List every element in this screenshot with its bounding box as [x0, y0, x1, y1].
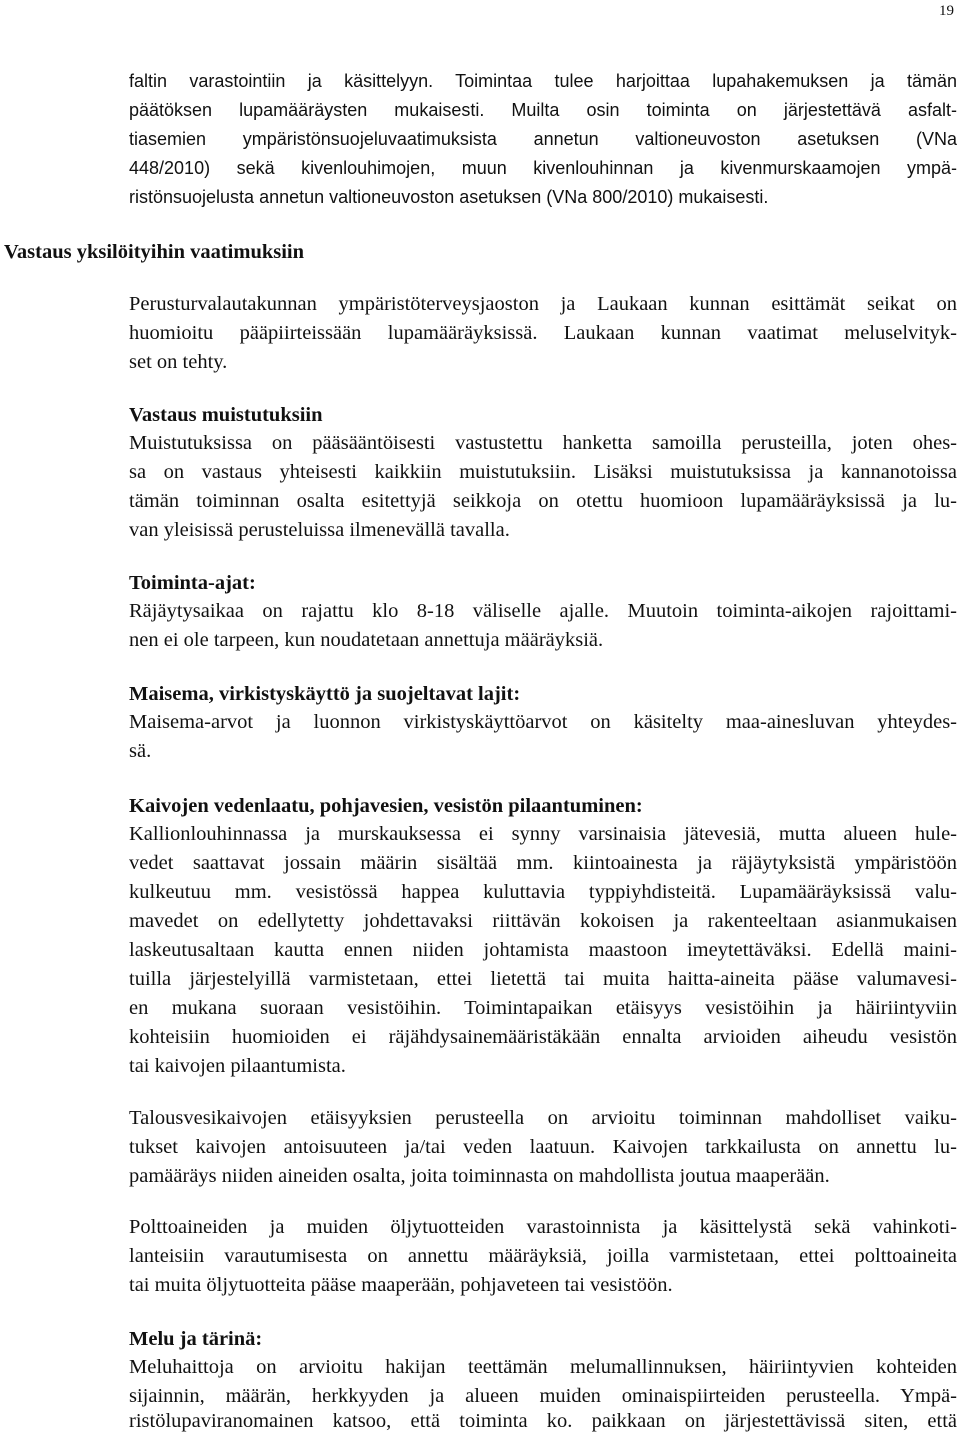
text-line: sä.	[129, 740, 152, 762]
text-line: sa on vastaus yhteisesti kaikkiin muistutuksiin. Lisäksi muistutuksissa ja kannanotoissa	[129, 461, 957, 483]
text-line: van yleisissä perusteluissa ilmenevällä tavalla.	[129, 519, 510, 541]
text-line: Muistutuksissa on pääsääntöisesti vastustettu hanketta samoilla perusteilla, joten ohes-	[129, 432, 957, 454]
text-line: tiasemien ympäristönsuojeluvaatimuksista annetun valtioneuvoston asetuksen (VNa	[129, 129, 957, 149]
text-line: mavedet on edellytetty johdettavaksi riittävän kokoisen ja rakenteeltaan asianmukaisen	[129, 910, 957, 932]
text-line: nen ei ole tarpeen, kun noudatetaan annettuja määräyksiä.	[129, 629, 604, 651]
text-line: sijainnin, määrän, herkkyyden ja alueen muiden ominaispiirteiden perusteella. Ympä-	[129, 1385, 957, 1407]
text-line: Perusturvalautakunnan ympäristöterveysjaoston ja Laukaan kunnan esittämät seikat on	[129, 293, 957, 315]
page-number: 19	[939, 3, 954, 19]
text-line: laskeutusaltaan kautta ennen niiden johtamista maastoon imeytettäväksi. Edellä maini-	[129, 939, 957, 961]
text-line: lanteisiin varautumisesta on annettu määräyksiä, joilla varmistetaan, ettei polttoaineita	[129, 1245, 957, 1267]
text-line: tuilla järjestelyillä varmistetaan, ettei lietettä tai muita haitta-aineita pääse valumavesi-	[129, 968, 957, 990]
text-line: kohteisiin huomioiden ei räjähdysainemääristäkään ennalta arvioiden aiheudu vesistön	[129, 1026, 957, 1048]
text-line: ristönsuojelusta annetun valtioneuvoston asetuksen (VNa 800/2010) mukaisesti.	[129, 187, 769, 207]
section-heading: Melu ja tärinä:	[129, 1328, 263, 1350]
text-line: kulkeutuu mm. vesistössä happea kuluttavia typpiyhdisteitä. Lupamääräyksissä valu-	[129, 881, 957, 903]
section-heading: Vastaus muistutuksiin	[129, 404, 323, 426]
text-line: 448/2010) sekä kivenlouhimojen, muun kivenlouhinnan ja kivenmurskaamojen ympä-	[129, 158, 957, 178]
text-line: Talousvesikaivojen etäisyyksien perusteella on arvioitu toiminnan mahdolliset vaiku-	[129, 1107, 957, 1129]
text-line: päätöksen lupamääräysten mukaisesti. Muilta osin toiminta on järjestettävä asfalt-	[129, 100, 957, 120]
text-line: tai kaivojen pilaantumista.	[129, 1055, 346, 1077]
text-line: Polttoaineiden ja muiden öljytuotteiden varastoinnista ja käsittelystä sekä vahinkoti-	[129, 1216, 957, 1238]
text-line: huomioitu pääpiirteissään lupamääräyksissä. Laukaan kunnan vaatimat meluselvityk-	[129, 322, 957, 344]
text-line: tukset kaivojen antoisuuteen ja/tai veden laatuun. Kaivojen tarkkailusta on annettu lu-	[129, 1136, 957, 1158]
text-line: Räjäytysaikaa on rajattu klo 8-18 väliselle ajalle. Muutoin toiminta-aikojen rajoittami-	[129, 600, 957, 622]
text-line: ristölupaviranomainen katsoo, että toiminta ko. paikkaan on järjestettävissä siten, että	[129, 1410, 957, 1432]
section-heading: Maisema, virkistyskäyttö ja suojeltavat lajit:	[129, 683, 521, 705]
text-line: pamääräys niiden aineiden osalta, joita toiminnasta on mahdollista joutua maaperään.	[129, 1165, 830, 1187]
text-line: set on tehty.	[129, 351, 228, 373]
section-heading: Kaivojen vedenlaatu, pohjavesien, vesistön pilaantuminen:	[129, 795, 643, 817]
text-line: en mukana suoraan vesistöihin. Toimintapaikan etäisyys vesistöihin ja häiriintyviin	[129, 997, 957, 1019]
section-heading: Vastaus yksilöityihin vaatimuksiin	[4, 241, 305, 263]
text-line: vedet saattavat jossain määrin sisältää mm. kiintoainesta ja räjäytyksistä ympäristöön	[129, 852, 957, 874]
text-line: Maisema-arvot ja luonnon virkistyskäyttöarvot on käsitelty maa-ainesluvan yhteydes-	[129, 711, 957, 733]
text-line: tämän toiminnan osalta esitettyjä seikkoja on otettu huomioon lupamääräyksissä ja lu-	[129, 490, 957, 512]
section-heading: Toiminta-ajat:	[129, 572, 256, 594]
text-line: Kallionlouhinnassa ja murskauksessa ei synny varsinaisia jätevesiä, mutta alueen hule-	[129, 823, 957, 845]
text-line: tai muita öljytuotteita pääse maaperään, pohjaveteen tai vesistöön.	[129, 1274, 673, 1296]
text-line: faltin varastointiin ja käsittelyyn. Toimintaa tulee harjoittaa lupahakemuksen ja tämän	[129, 71, 957, 91]
text-line: Meluhaittoja on arvioitu hakijan teettämän melumallinnuksen, häiriintyvien kohteiden	[129, 1356, 957, 1378]
